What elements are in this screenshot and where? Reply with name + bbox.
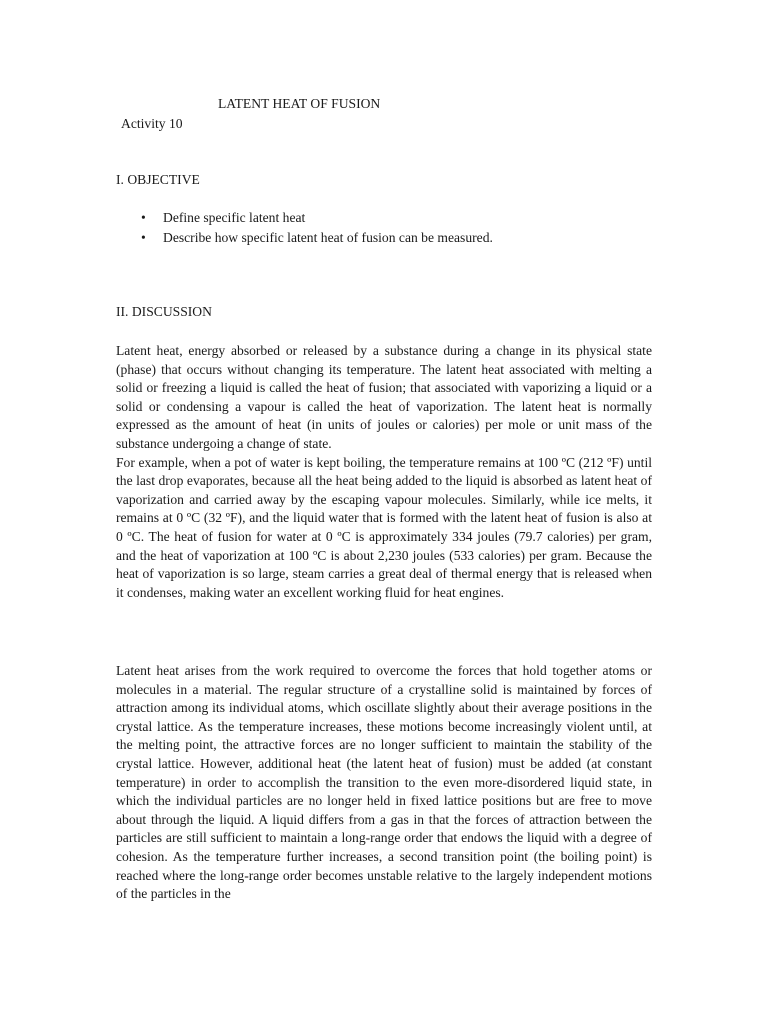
list-item: [0, 208, 700, 228]
bullet-icon: •: [141, 210, 146, 225]
bullet-icon: •: [141, 230, 146, 245]
discussion-paragraph: For example, when a pot of water is kept boiling, the temperature remains at 100 ºC (212 ºF) until the last drop evaporates, because all the heat being added to the liquid is absorbed as latent heat of vaporization and carried away by the escaping vapour molecules. Similarly, while ice melts, it remains at 0 ºC (32 ºF), and the liquid water that is formed with the latent heat of fusion is also at 0 ºC. The heat of fusion for water at 0 ºC is approximately 334 joules (79.7 calories) per gram, and the heat of vaporization at 100 ºC is about 2,230 joules (533 calories) per gram. Because the heat of vaporization is so large, steam carries a great deal of thermal energy that is released when it condenses, making water an excellent working fluid for heat engines.: [116, 454, 652, 600]
discussion-block-1: [116, 342, 652, 602]
objective-list: [0, 208, 700, 248]
activity-label: Activity 10: [121, 116, 183, 131]
list-item: [0, 228, 700, 248]
discussion-paragraph: Latent heat, energy absorbed or released by a substance during a change in its physical state (phase) that occurs without changing its temperature. The latent heat associated with melting a solid or freezing a liquid is called the heat of fusion; that associated with vaporizing a liquid or a solid or condensing a vapour is called the heat of vaporization. The latent heat is normally expressed as the amount of heat (in units of joules or calories) per mole or unit mass of the substance undergoing a change of state.: [116, 343, 652, 451]
document-title: LATENT HEAT OF FUSION: [218, 96, 381, 111]
objective-heading: I. OBJECTIVE: [116, 172, 200, 187]
discussion-block-2: [116, 662, 652, 904]
discussion-heading: II. DISCUSSION: [116, 304, 212, 319]
objective-text: Define specific latent heat: [163, 210, 306, 225]
discussion-paragraph: Latent heat arises from the work required to overcome the forces that hold together atoms or molecules in a material. The regular structure of a crystalline solid is maintained by forces of attraction among its individual atoms, which oscillate slightly about their average positions in the crystal lattice. As the temperature increases, these motions become increasingly violent until, at the melting point, the attractive forces are no longer sufficient to maintain the stability of the crystal lattice. However, additional heat (the latent heat of fusion) must be added (at constant temperature) in order to accomplish the transition to the even more-disordered liquid state, in which the individual particles are no longer held in fixed lattice positions but are free to move about through the liquid. A liquid differs from a gas in that the forces of attraction between the particles are still sufficient to maintain a long-range order that endows the liquid with a degree of cohesion. As the temperature further increases, a second transition point (the boiling point) is reached where the long-range order becomes unstable relative to the largely independent motions of the particles in the: [116, 663, 652, 902]
objective-text: Describe how specific latent heat of fusion can be measured.: [163, 230, 493, 245]
